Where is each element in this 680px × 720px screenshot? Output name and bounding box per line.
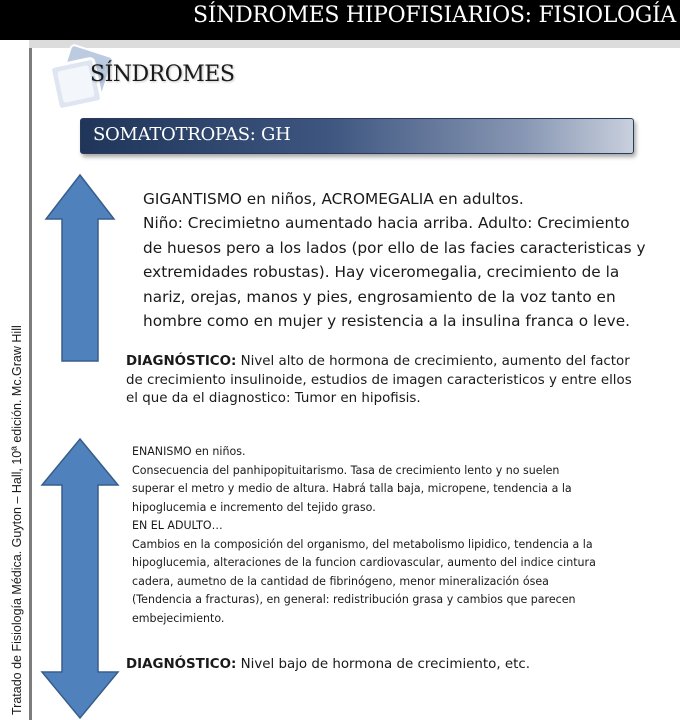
gh-excess-line: Niño: Crecimietno aumentado hacia arriba. Adulto: Crecimiento [143, 214, 630, 233]
up-arrow-icon [44, 173, 116, 363]
gh-excess-line: extremidades robustas). Hay viceromegalia, crecimiento de la [143, 263, 620, 282]
gh-deficit-line: embejecimiento. [132, 611, 225, 625]
gh-deficit-diagnosis [126, 656, 679, 674]
gh-excess-line: GIGANTISMO en niños, ACROMEGALIA en adultos. [143, 190, 524, 208]
gh-deficit-line: hipoglucemia e incremento del tejido graso. [132, 500, 376, 514]
subheader-bar [80, 118, 634, 154]
gh-deficit-line: hipoglucemia, alteraciones de la funcion cardiovascular, aumento del indice cintura [132, 556, 596, 569]
left-rule-divider [29, 40, 32, 720]
gh-deficit-line: (Tendencia a fracturas), en general: redistribución grasa y cambios que parecen [132, 593, 576, 606]
gh-excess-diagnosis-line: de crecimiento insulinoide, estudios de imagen caracteristicos y entre ellos [126, 372, 632, 388]
subheader-label: SOMATOTROPAS: GH [93, 124, 291, 145]
gh-deficit-line: cadera, aumetno de la cantidad de fibrinógeno, menor mineralización ósea [132, 574, 549, 588]
up-down-arrow-icon [40, 437, 120, 720]
diagnosis-text: Nivel alto de hormona de crecimiento, aumento del factor [236, 354, 630, 369]
gh-deficit-line: superar el metro y medio de altura. Habrá talla baja, micropene, tendencia a la [132, 482, 572, 495]
gh-deficit-line: EN EL ADULTO… [132, 519, 223, 532]
gh-excess-line: de huesos pero a los lados (por ello de las facies caracteristicas y [143, 238, 646, 257]
diagnosis-label: DIAGNÓSTICO: [126, 354, 237, 369]
side-caption: Tratado de Fisiología Médica. Guyton – Hall, 10ª edición. Mc.Graw Hill [10, 325, 24, 715]
gh-deficit-description [132, 443, 678, 628]
gh-deficit-diagnosis-line [126, 656, 679, 674]
gh-excess-line: nariz, orejas, manos y pies, engrosamiento de la voz tanto en [143, 287, 616, 306]
gh-excess-description [143, 187, 678, 333]
section-title: SÍNDROMES [90, 62, 235, 87]
gh-excess-diagnosis-line [126, 353, 679, 372]
diagnosis-label: DIAGNÓSTICO: [126, 657, 237, 672]
top-rule-divider [29, 40, 680, 48]
gh-excess-diagnosis [126, 353, 679, 409]
gh-deficit-line: ENANISMO en niños. [132, 445, 246, 458]
gh-deficit-line: Cambios en la composición del organismo, del metabolismo lipidico, tendencia a la [132, 537, 593, 551]
gh-deficit-line: Consecuencia del panhipopituitarismo. Tasa de crecimiento lento y no suelen [132, 463, 560, 477]
diagnosis-text: Nivel bajo de hormona de crecimiento, etc. [236, 657, 530, 672]
gh-excess-diagnosis-line: el que da el diagnostico: Tumor en hipofisis. [126, 391, 421, 407]
gh-excess-line: hombre como en mujer y resistencia a la insulina franca o leve. [143, 312, 630, 331]
slide-title: SÍNDROMES HIPOFISIARIOS: FISIOLOGÍA [192, 3, 676, 28]
